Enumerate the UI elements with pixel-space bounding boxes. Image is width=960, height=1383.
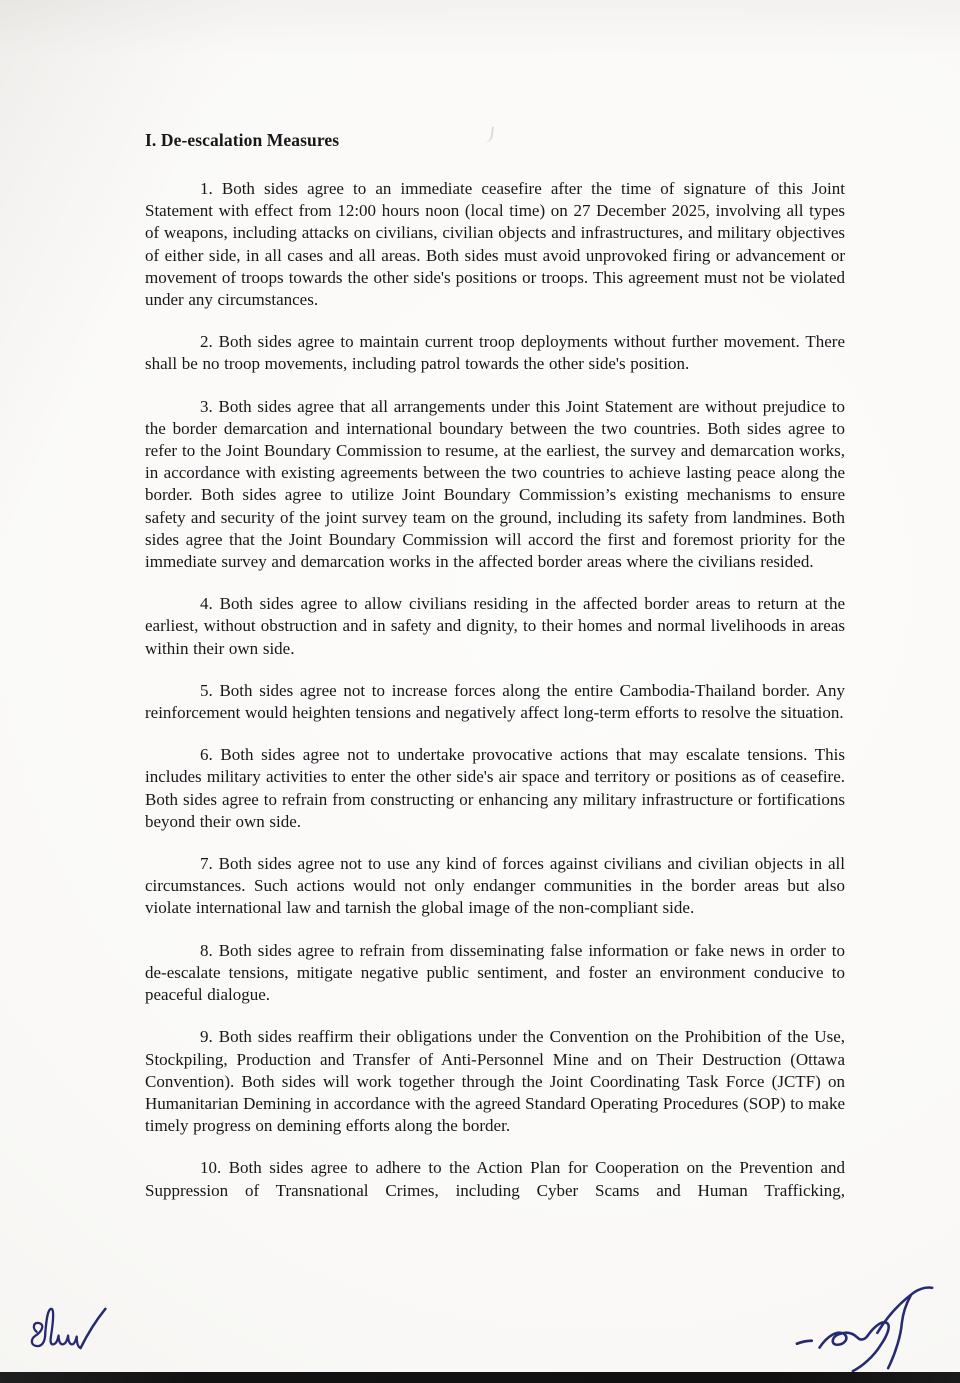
section-heading: I. De-escalation Measures	[145, 130, 340, 150]
signature-stroke	[820, 1333, 868, 1348]
signature-stroke	[45, 1309, 80, 1348]
signature-stroke	[32, 1323, 45, 1346]
paragraph-8: 8. Both sides agree to refrain from disseminating false information or fake news in order to de-escalate tensions, mitigate negative public sentiment, and foster an environment conducive to peaceful dialogue.	[145, 940, 845, 1005]
paragraph-3: 3. Both sides agree that all arrangements under this Joint Statement are without prejudice to the border demarcation and international boundary between the two countries. Both sides agree to refer to the Joint Boundary Commission to resume, at the earliest, the survey and demarcation works, in accordance with existing agreements between the two countries to achieve lasting peace along the border. Both sides agree to utilize Joint Boundary Commission’s existing mechanisms to ensure safety and security of the joint survey team on the ground, including its safety from landmines. Both sides agree that the Joint Boundary Commission will accord the first and foremost priority for the immediate survey and demarcation works in the affected border areas where the civilians resided.	[145, 396, 845, 572]
paragraph-7: 7. Both sides agree not to use any kind of forces against civilians and civilian objects in all circumstances. Such actions would not only endanger communities in the border areas but also violate international law and tarnish the global image of the non-compliant side.	[145, 854, 845, 918]
document-body	[145, 129, 845, 1222]
paragraph-6: 6. Both sides agree not to undertake provocative actions that may escalate tensions. This includes military activities to enter the other side's air space and territory or positions as of ceasefire. Both sides agree to refrain from constructing or enhancing any military infrastructure or fortifications beyond their own side.	[145, 745, 845, 831]
paragraph-2: 2. Both sides agree to maintain current troop deployments without further movement. There shall be no troop movements, including patrol towards the other side's position.	[145, 332, 845, 374]
paragraph-1: 1. Both sides agree to an immediate ceasefire after the time of signature of this Joint Statement with effect from 12:00 hours noon (local time) on 27 December 2025, involving all types of weapons, including attacks on civilians, civilian objects and infrastructures, and military objectives of either side, in all cases and all areas. Both sides must avoid unprovoked firing or advancement or movement of troops towards the other side's positions or troops. This agreement must not be violated under any circumstances.	[145, 179, 845, 310]
paragraph-9: 9. Both sides reaffirm their obligations under the Convention on the Prohibition of the Use, Stockpiling, Production and Transfer of Anti-Personnel Mine and on Their Destruction (Ottawa Convention). Both sides will work together through the Joint Coordinating Task Force (JCTF) on Humanitarian Demining in accordance with the agreed Standard Operating Procedures (SOP) to make timely progress on demining efforts along the border.	[145, 1027, 845, 1136]
paragraph-4: 4. Both sides agree to allow civilians residing in the affected border areas to return at the earliest, without obstruction and in safety and dignity, to their homes and normal livelihoods in areas within their own side.	[145, 594, 845, 658]
signature-stroke	[81, 1309, 106, 1348]
paragraph-10: 10. Both sides agree to adhere to the Action Plan for Cooperation on the Prevention and Suppression of Transnational Crimes, including Cyber Scams and Human Trafficking,	[145, 1158, 845, 1200]
signature-right	[793, 1279, 945, 1377]
paragraph-5: 5. Both sides agree not to increase forces along the entire Cambodia-Thailand border. Any reinforcement would heighten tensions and negatively affect long-term efforts to resolve the situation.	[145, 680, 845, 723]
signature-stroke	[853, 1322, 889, 1371]
photo-bottom-edge	[0, 1372, 960, 1383]
signature-stroke	[797, 1341, 812, 1344]
signature-left	[28, 1299, 114, 1355]
